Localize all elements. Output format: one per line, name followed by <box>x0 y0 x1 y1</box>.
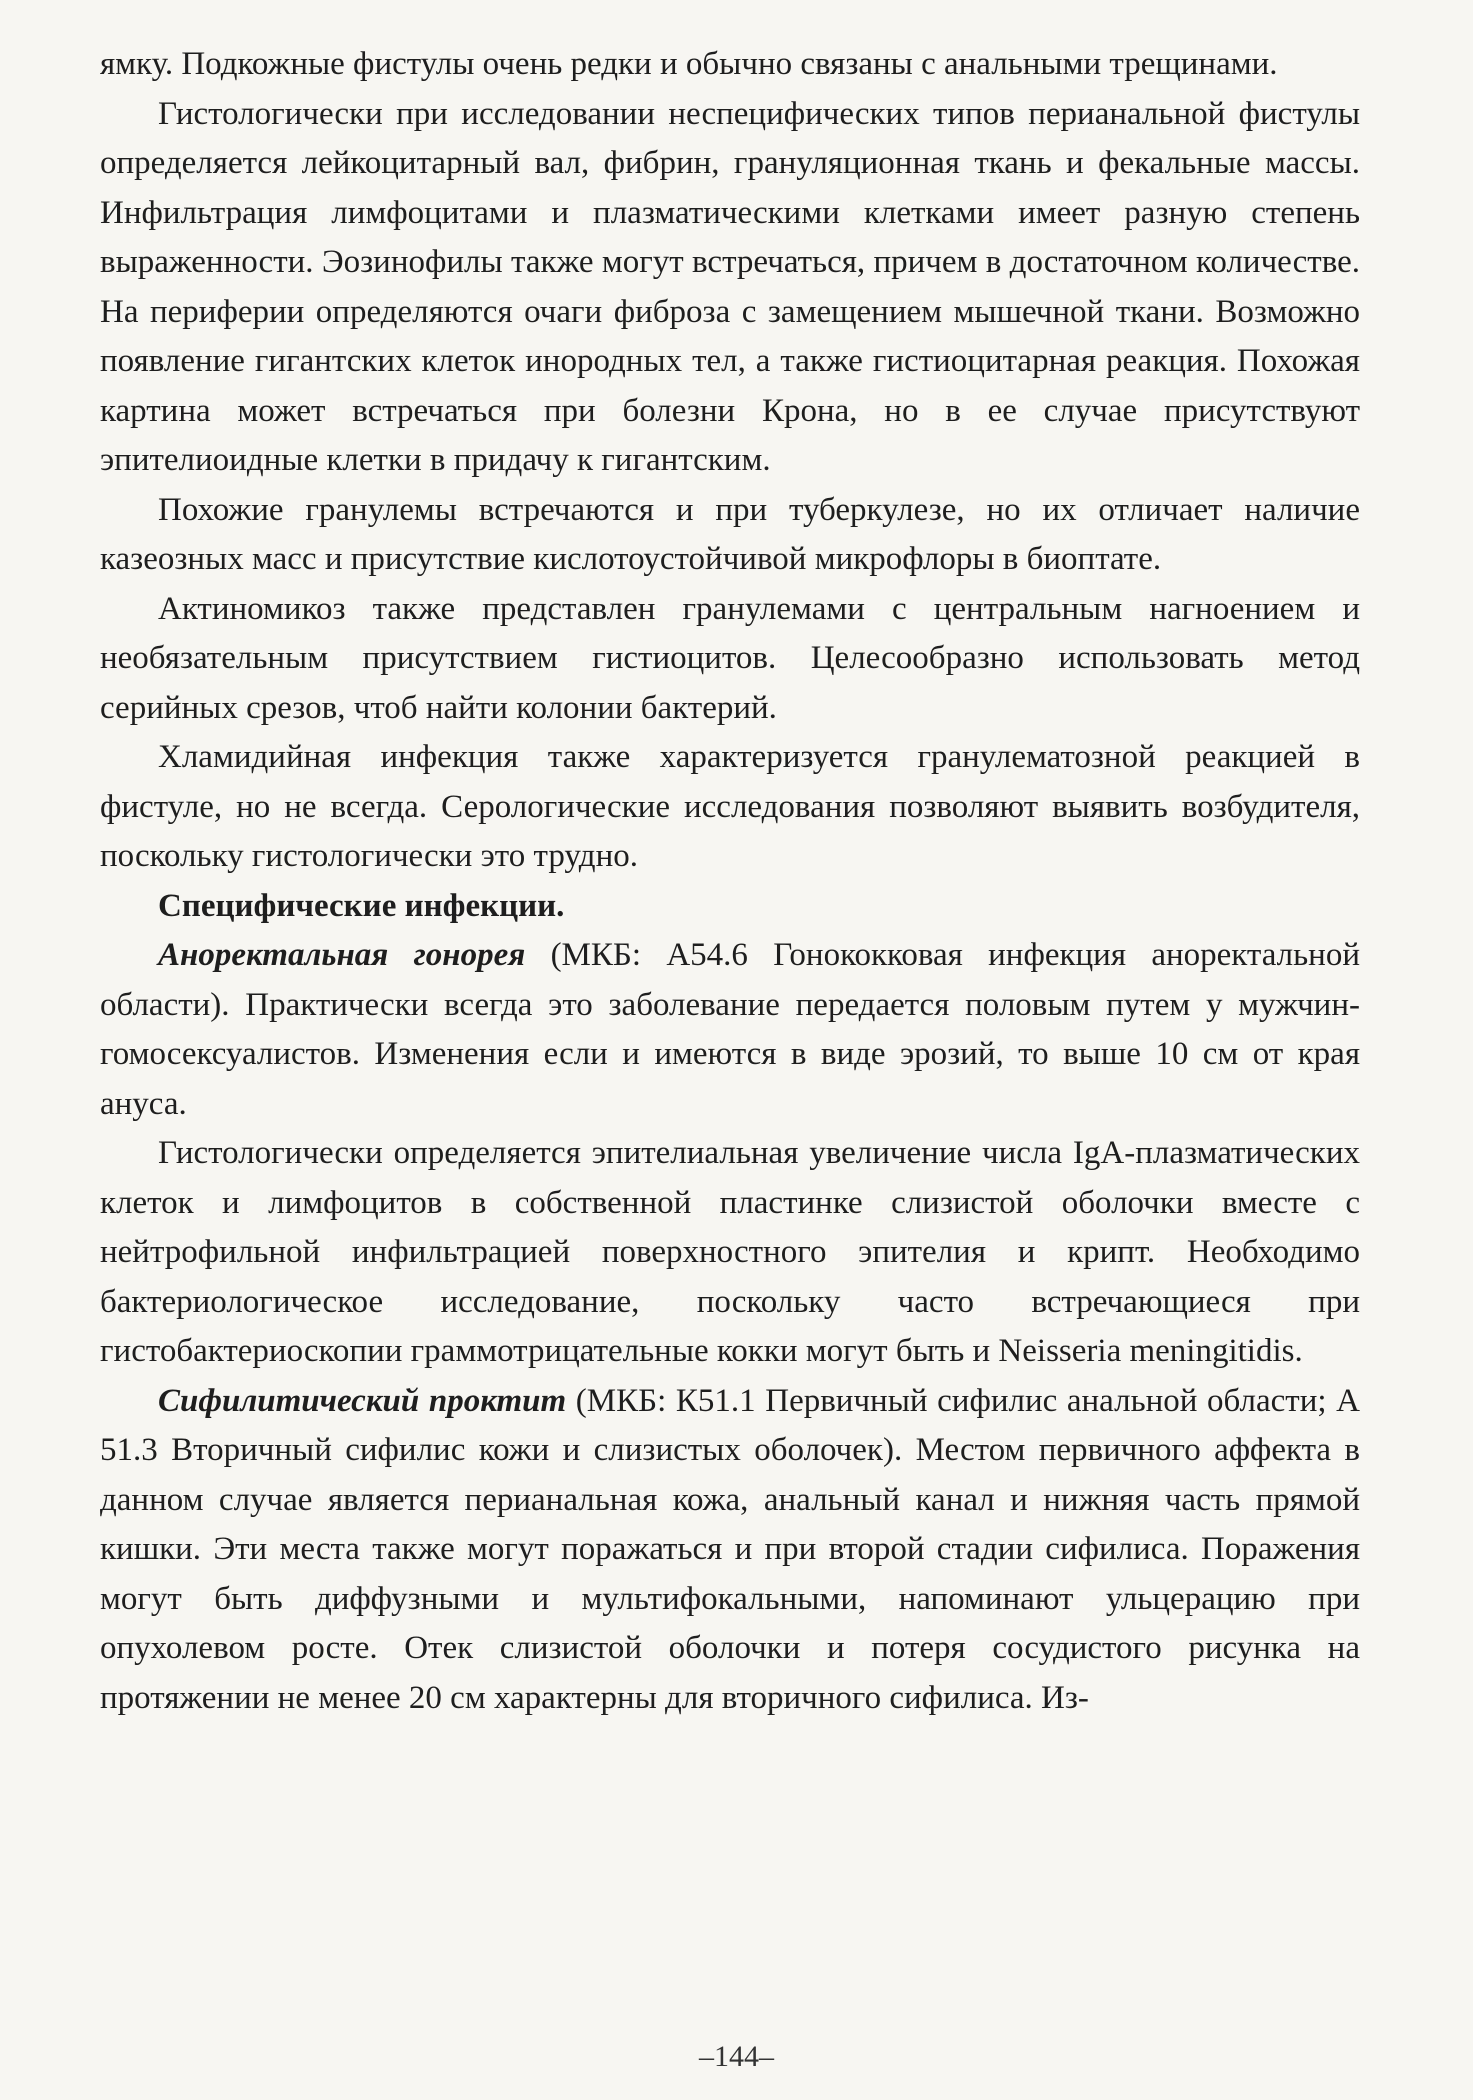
page-number: –144– <box>699 2040 774 2073</box>
paragraph-syphilis <box>100 1377 1360 1724</box>
paragraph-chlamydia: Хламидийная инфекция также характеризуется гранулематозной реакцией в фистуле, но не всегда. Серологические исследования позволяют выявить возбудителя, поскольку гистологически это трудно. <box>100 739 1360 874</box>
gonorrhea-text: (МКБ: А54.6 Гонококковая инфекция аноректальной области). Практически всегда это заболевание передается половым путем у мужчин-гомосексуалистов. Изменения если и имеются в виде эрозий, то выше 10 см от края ануса. <box>100 937 1360 1122</box>
body-text <box>100 40 1360 1723</box>
term-gonorrhea: Аноректальная гонорея <box>158 937 526 973</box>
paragraph-continuation: ямку. Подкожные фистулы очень редки и обычно связаны с анальными трещинами. <box>100 46 1278 82</box>
paragraph-histology-nonspecific: Гистологически при исследовании неспецифических типов перианальной фистулы определяется лейкоцитарный вал, фибрин, грануляционная ткань и фекальные массы. Инфильтрация лимфоцитами и плазматическими клетками имеет разную степень выраженности. Эозинофилы также могут встречаться, причем в достаточном количестве. На периферии определяются очаги фиброза с замещением мышечной ткани. Возможно появление гигантских клеток инородных тел, а также гистиоцитарная реакция. Похожая картина может встречаться при болезни Крона, но в ее случае присутствуют эпителиоидные клетки в придачу к гигантским. <box>100 95 1360 478</box>
paragraph-tuberculosis: Похожие гранулемы встречаются и при туберкулезе, но их отличает наличие казеозных масс и присутствие кислотоустойчивой микрофлоры в биоптате. <box>100 491 1360 577</box>
paragraph-gonorrhea <box>100 931 1360 1129</box>
term-syphilis: Сифилитический проктит <box>158 1382 567 1419</box>
section-heading: Специфические инфекции. <box>158 887 565 924</box>
paragraph-actinomycosis: Актиномикоз также представлен гранулемами с центральным нагноением и необязательным присутствием гистиоцитов. Целесообразно использовать метод серийных срезов, чтоб найти колонии бактерий. <box>100 590 1360 726</box>
syphilis-text: (МКБ: К51.1 Первичный сифилис анальной области; А 51.3 Вторичный сифилис кожи и слизистых оболочек). Местом первичного аффекта в данном случае является перианальная кожа, анальный канал и нижняя часть прямой кишки. Эти места также могут поражаться и при второй стадии сифилиса. Поражения могут быть диффузными и мультифокальными, напоминают ульцерацию при опухолевом росте. Отек слизистой оболочки и потеря сосудистого рисунка на протяжении не менее 20 см характерны для вторичного сифилиса. Из- <box>100 1382 1360 1716</box>
paragraph-histology-gonorrhea: Гистологически определяется эпителиальная увеличение числа IgA-плазматических клеток и лимфоцитов в собственной пластинке слизистой оболочки вместе с нейтрофильной инфильтрацией поверхностного эпителия и крипт. Необходимо бактериологическое исследование, поскольку часто встречающиеся при гистобактериоскопии граммотрицательные кокки могут быть и Neisseria meningitidis. <box>100 1135 1360 1369</box>
